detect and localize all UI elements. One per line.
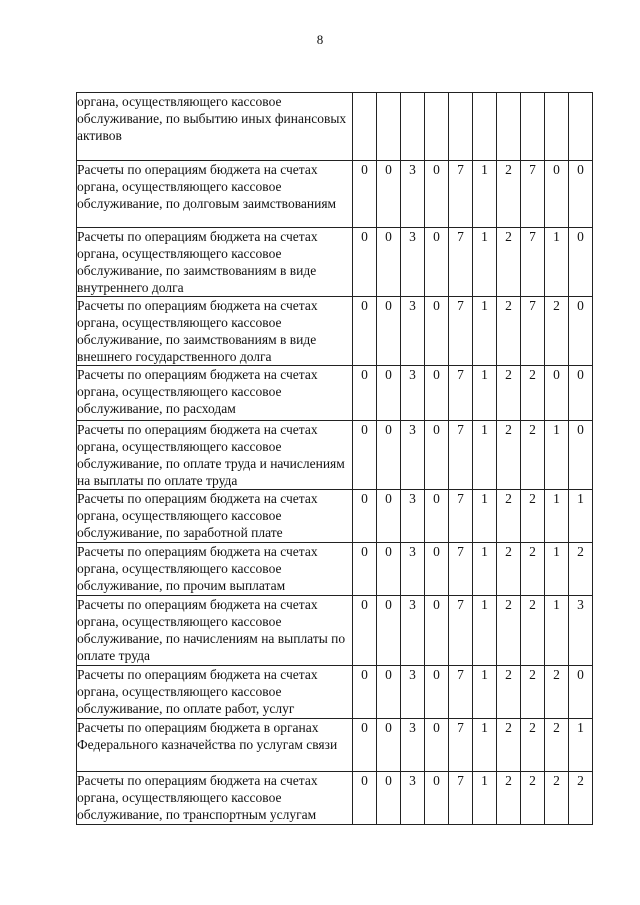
code-digit: 1	[545, 228, 569, 297]
account-description: Расчеты по операциям бюджета на счетах органа, осуществляющего кассовое обслуживание, по оплате труда и начислениям на выплаты по оплате труда	[77, 421, 353, 490]
code-digit: 0	[353, 490, 377, 543]
code-digit: 7	[449, 772, 473, 825]
code-digit: 0	[377, 596, 401, 666]
code-digit: 2	[497, 297, 521, 366]
code-digit: 1	[473, 228, 497, 297]
code-digit: 1	[473, 297, 497, 366]
code-digit: 1	[473, 421, 497, 490]
code-digit: 0	[353, 421, 377, 490]
code-digit: 0	[353, 719, 377, 772]
code-digit: 7	[521, 161, 545, 228]
code-digit: 1	[473, 543, 497, 596]
account-description: Расчеты по операциям бюджета на счетах органа, осуществляющего кассовое обслуживание, по прочим выплатам	[77, 543, 353, 596]
code-digit: 0	[569, 421, 593, 490]
code-digit: 7	[449, 161, 473, 228]
code-digit: 0	[377, 421, 401, 490]
table-row	[77, 93, 593, 161]
code-digit: 2	[545, 772, 569, 825]
code-digit: 2	[545, 666, 569, 719]
code-digit: 0	[425, 596, 449, 666]
code-digit: 2	[569, 543, 593, 596]
code-digit: 2	[545, 297, 569, 366]
table-row	[77, 421, 593, 490]
code-digit: 0	[353, 228, 377, 297]
code-digit	[425, 93, 449, 161]
code-digit: 0	[353, 596, 377, 666]
table-row	[77, 543, 593, 596]
code-digit: 2	[497, 366, 521, 421]
code-digit: 7	[521, 228, 545, 297]
code-digit: 0	[569, 161, 593, 228]
account-description: Расчеты по операциям бюджета на счетах органа, осуществляющего кассовое обслуживание, по транспортным услугам	[77, 772, 353, 825]
code-digit: 0	[377, 228, 401, 297]
code-digit: 2	[497, 543, 521, 596]
code-digit: 0	[377, 161, 401, 228]
code-digit: 2	[545, 719, 569, 772]
account-description: Расчеты по операциям бюджета на счетах органа, осуществляющего кассовое обслуживание, по заимствованиям в виде внутреннего долга	[77, 228, 353, 297]
table-row	[77, 228, 593, 297]
code-digit	[545, 93, 569, 161]
account-description: Расчеты по операциям бюджета в органах Федерального казначейства по услугам связи	[77, 719, 353, 772]
account-description: Расчеты по операциям бюджета на счетах органа, осуществляющего кассовое обслуживание, по расходам	[77, 366, 353, 421]
code-digit: 2	[521, 421, 545, 490]
code-digit: 2	[497, 596, 521, 666]
code-digit	[401, 93, 425, 161]
code-digit: 3	[401, 297, 425, 366]
code-digit	[569, 93, 593, 161]
code-digit: 7	[449, 666, 473, 719]
code-digit: 0	[425, 543, 449, 596]
code-digit: 0	[377, 490, 401, 543]
account-description: Расчеты по операциям бюджета на счетах органа, осуществляющего кассовое обслуживание, по заимствованиям в виде внешнего государственного долга	[77, 297, 353, 366]
code-digit: 0	[545, 161, 569, 228]
code-digit: 2	[521, 666, 545, 719]
code-digit: 2	[569, 772, 593, 825]
code-digit: 0	[569, 228, 593, 297]
table-body	[77, 93, 593, 825]
table-row	[77, 719, 593, 772]
code-digit: 7	[449, 421, 473, 490]
code-digit: 0	[353, 366, 377, 421]
code-digit: 0	[377, 543, 401, 596]
code-digit: 1	[473, 666, 497, 719]
account-description: органа, осуществляющего кассовое обслуживание, по выбытию иных финансовых активов	[77, 93, 353, 161]
code-digit: 3	[401, 228, 425, 297]
table-row	[77, 596, 593, 666]
code-digit: 7	[449, 719, 473, 772]
code-digit: 1	[473, 596, 497, 666]
code-digit: 0	[353, 666, 377, 719]
code-digit: 1	[545, 543, 569, 596]
code-digit: 0	[425, 490, 449, 543]
code-digit: 2	[497, 421, 521, 490]
code-digit	[353, 93, 377, 161]
code-digit	[521, 93, 545, 161]
code-digit: 3	[569, 596, 593, 666]
code-digit: 0	[377, 666, 401, 719]
code-digit: 2	[497, 161, 521, 228]
code-digit: 0	[569, 366, 593, 421]
code-digit: 1	[545, 490, 569, 543]
table-row	[77, 490, 593, 543]
code-digit: 0	[425, 228, 449, 297]
code-digit: 2	[521, 366, 545, 421]
code-digit: 2	[497, 490, 521, 543]
code-digit: 2	[521, 596, 545, 666]
code-digit: 2	[497, 228, 521, 297]
code-digit: 0	[425, 772, 449, 825]
code-digit: 1	[569, 719, 593, 772]
code-digit: 1	[473, 719, 497, 772]
code-digit: 3	[401, 719, 425, 772]
code-digit: 7	[449, 297, 473, 366]
code-digit: 1	[473, 366, 497, 421]
page-number: 8	[316, 32, 324, 47]
code-digit: 0	[425, 719, 449, 772]
table-row	[77, 772, 593, 825]
code-digit	[449, 93, 473, 161]
code-digit: 1	[473, 772, 497, 825]
code-digit: 0	[353, 297, 377, 366]
code-digit: 0	[353, 543, 377, 596]
code-digit: 7	[449, 543, 473, 596]
code-digit: 3	[401, 366, 425, 421]
table-row	[77, 161, 593, 228]
code-digit: 0	[425, 421, 449, 490]
code-digit: 0	[425, 366, 449, 421]
account-description: Расчеты по операциям бюджета на счетах органа, осуществляющего кассовое обслуживание, по долговым заимствованиям	[77, 161, 353, 228]
code-digit: 0	[377, 297, 401, 366]
account-codes-table	[76, 92, 593, 825]
code-digit: 2	[521, 719, 545, 772]
code-digit: 1	[545, 421, 569, 490]
code-digit: 7	[449, 490, 473, 543]
account-description: Расчеты по операциям бюджета на счетах органа, осуществляющего кассовое обслуживание, по оплате работ, услуг	[77, 666, 353, 719]
account-description: Расчеты по операциям бюджета на счетах органа, осуществляющего кассовое обслуживание, по заработной плате	[77, 490, 353, 543]
table-row	[77, 297, 593, 366]
code-digit: 0	[425, 666, 449, 719]
code-digit: 0	[353, 772, 377, 825]
code-digit: 2	[497, 719, 521, 772]
code-digit: 1	[473, 161, 497, 228]
account-description: Расчеты по операциям бюджета на счетах органа, осуществляющего кассовое обслуживание, по начислениям на выплаты по оплате труда	[77, 596, 353, 666]
code-digit	[473, 93, 497, 161]
code-digit: 3	[401, 666, 425, 719]
code-digit: 2	[497, 666, 521, 719]
code-digit: 1	[473, 490, 497, 543]
code-digit: 0	[425, 161, 449, 228]
code-digit: 3	[401, 772, 425, 825]
code-digit	[377, 93, 401, 161]
code-digit: 7	[521, 297, 545, 366]
code-digit: 0	[377, 366, 401, 421]
code-digit: 3	[401, 543, 425, 596]
code-digit: 0	[353, 161, 377, 228]
code-digit: 7	[449, 596, 473, 666]
code-digit: 2	[521, 490, 545, 543]
code-digit: 7	[449, 366, 473, 421]
table-row	[77, 366, 593, 421]
code-digit: 0	[377, 719, 401, 772]
table-row	[77, 666, 593, 719]
code-digit: 0	[425, 297, 449, 366]
code-digit: 3	[401, 596, 425, 666]
code-digit: 3	[401, 421, 425, 490]
code-digit: 0	[545, 366, 569, 421]
code-digit: 0	[377, 772, 401, 825]
code-digit: 0	[569, 666, 593, 719]
code-digit: 7	[449, 228, 473, 297]
code-digit: 2	[521, 772, 545, 825]
code-digit: 1	[569, 490, 593, 543]
code-digit: 2	[497, 772, 521, 825]
code-digit: 3	[401, 161, 425, 228]
code-digit: 2	[521, 543, 545, 596]
code-digit: 3	[401, 490, 425, 543]
code-digit: 1	[545, 596, 569, 666]
code-digit	[497, 93, 521, 161]
code-digit: 0	[569, 297, 593, 366]
